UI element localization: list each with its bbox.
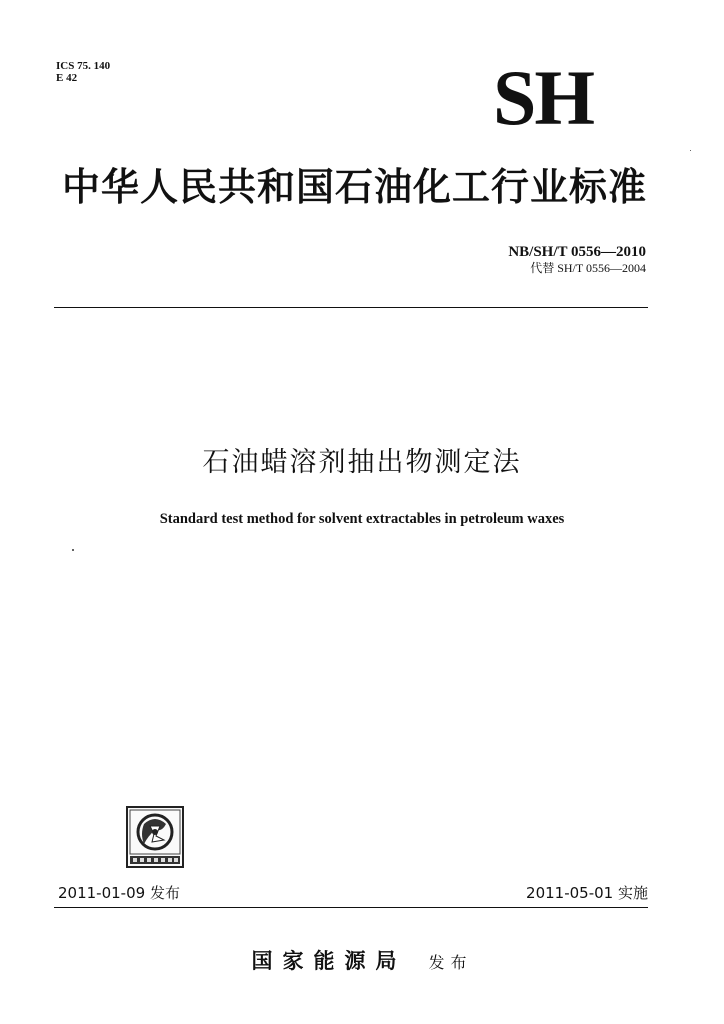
publisher-seal-icon [126, 806, 184, 868]
industry-standard-title: 中华人民共和国石油化工行业标准 [62, 165, 648, 209]
ccs-code: E 42 [56, 72, 78, 84]
english-title: Standard test method for solvent extractables in petroleum waxes [159, 511, 565, 527]
effective-date: 2011-05-01 实施 [526, 884, 648, 902]
header-divider [54, 307, 648, 308]
classification-codes [56, 60, 110, 84]
standard-number-block [508, 244, 646, 275]
replaces-standard: 代替 SH/T 0556—2004 [530, 261, 646, 275]
sh-logo: SH [493, 54, 594, 141]
ics-code: ICS 75. 140 [56, 60, 111, 72]
footer-divider [54, 907, 648, 908]
publisher-name: 国家能源局 [251, 949, 407, 973]
standard-number: NB/SH/T 0556—2010 [508, 244, 646, 260]
scan-speck [72, 549, 74, 551]
publisher-action: 发布 [428, 953, 473, 972]
scan-speck [690, 150, 691, 151]
publisher-line [0, 947, 724, 977]
chinese-title: 石油蜡溶剂抽出物测定法 [202, 447, 522, 478]
issue-date: 2011-01-09 发布 [58, 884, 180, 902]
